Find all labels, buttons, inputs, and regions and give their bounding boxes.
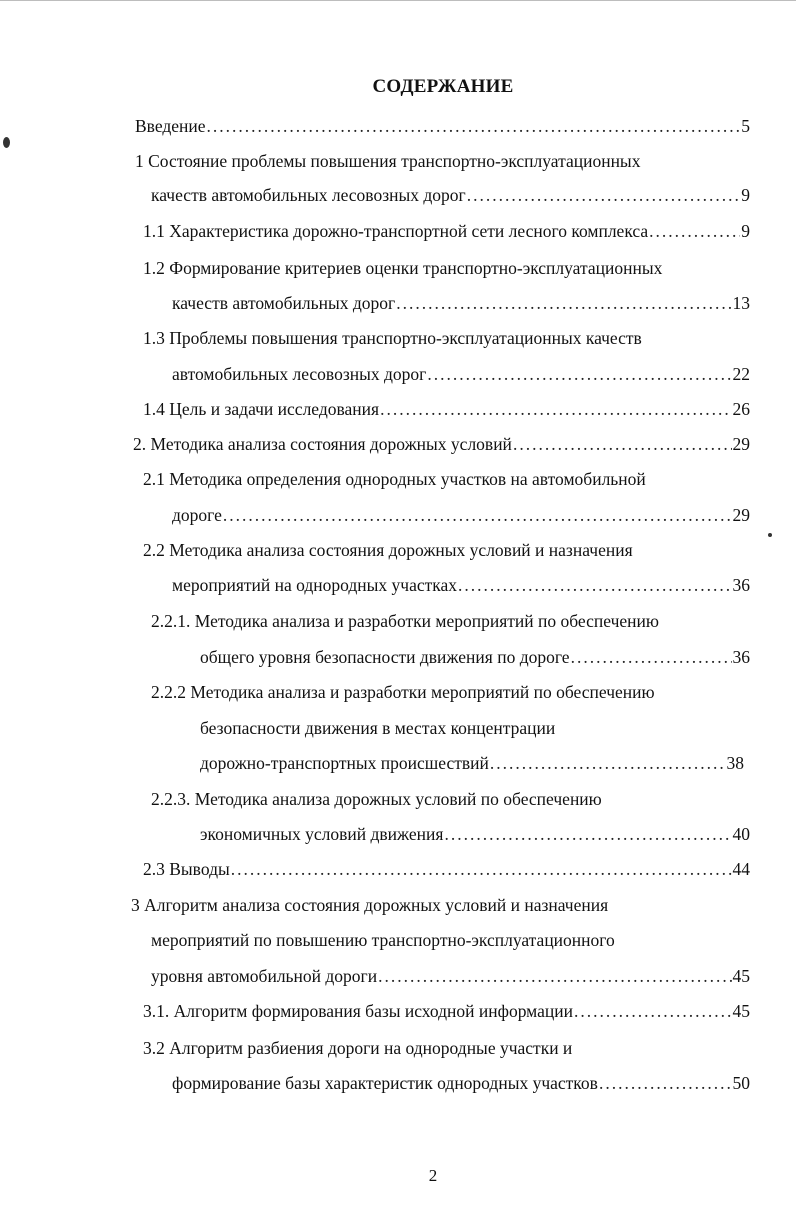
toc-leader-dots bbox=[223, 503, 732, 527]
toc-entry-title: 2.3 Выводы bbox=[143, 859, 230, 879]
toc-page-number: 26 bbox=[732, 399, 750, 419]
toc-entry-title: 1 Состояние проблемы повышения транспортно-эксплуатационных bbox=[135, 151, 641, 171]
toc-entry-s1-3[interactable] bbox=[143, 326, 642, 350]
toc-entry-title: экономичных условий движения bbox=[200, 824, 444, 844]
toc-entry-s2-1[interactable] bbox=[143, 467, 646, 491]
toc-leader-dots bbox=[396, 291, 731, 315]
toc-entry-s3-cont2[interactable] bbox=[151, 964, 750, 988]
toc-entry-s1-2[interactable] bbox=[143, 256, 662, 280]
page-number: 2 bbox=[428, 1166, 438, 1185]
toc-leader-dots bbox=[513, 432, 732, 456]
toc-page-number: 29 bbox=[732, 434, 750, 454]
toc-entry-title: автомобильных лесовозных дорог bbox=[172, 364, 427, 384]
toc-leader-dots bbox=[599, 1071, 732, 1095]
toc-entry-title: 2.2.1. Методика анализа и разработки мероприятий по обеспечению bbox=[151, 611, 659, 631]
toc-entry-s2-2[interactable] bbox=[143, 538, 633, 562]
toc-page-number: 29 bbox=[732, 505, 750, 525]
toc-page-number: 40 bbox=[732, 824, 750, 844]
toc-entry-s2-2-2-cont[interactable] bbox=[200, 716, 555, 740]
toc-entry-s1-2-cont[interactable] bbox=[172, 291, 750, 315]
toc-leader-dots bbox=[378, 964, 731, 988]
toc-entry-s2-2-3[interactable] bbox=[151, 787, 602, 811]
toc-page-number: 22 bbox=[732, 364, 750, 384]
toc-entry-title: 1.3 Проблемы повышения транспортно-эксплуатационных качеств bbox=[143, 328, 642, 348]
toc-entry-title: уровня автомобильной дороги bbox=[151, 966, 378, 986]
toc-entry-s2-2-2[interactable] bbox=[151, 680, 655, 704]
toc-entry-title: 3.1. Алгоритм формирования базы исходной информации bbox=[143, 1001, 573, 1021]
toc-entry-s2-2-cont[interactable] bbox=[172, 573, 750, 597]
toc-entry-s2-2-1-cont[interactable] bbox=[200, 645, 750, 669]
toc-entry-s3-1[interactable] bbox=[143, 999, 750, 1023]
toc-entry-intro[interactable] bbox=[135, 114, 750, 138]
toc-page-number: 13 bbox=[732, 293, 750, 313]
toc-page-number: 5 bbox=[741, 116, 750, 136]
toc-entry-s2[interactable] bbox=[133, 432, 750, 456]
toc-page-number: 9 bbox=[741, 221, 750, 241]
toc-entry-title: 2. Методика анализа состояния дорожных условий bbox=[133, 434, 512, 454]
toc-entry-title: Введение bbox=[135, 116, 206, 136]
toc-leader-dots bbox=[571, 645, 732, 669]
toc-entry-title: мероприятий по повышению транспортно-эксплуатационного bbox=[151, 930, 615, 950]
toc-leader-dots bbox=[444, 822, 731, 846]
toc-leader-dots bbox=[458, 573, 731, 597]
toc-page-number: 45 bbox=[732, 966, 750, 986]
toc-entry-title: мероприятий на однородных участках bbox=[172, 575, 458, 595]
toc-entry-title: дороге bbox=[172, 505, 222, 525]
toc-leader-dots bbox=[231, 857, 732, 881]
toc-leader-dots bbox=[649, 219, 740, 243]
toc-page-number: 9 bbox=[741, 185, 750, 205]
toc-entry-s3[interactable] bbox=[131, 893, 608, 917]
toc-entry-title: 2.1 Методика определения однородных участков на автомобильной bbox=[143, 469, 646, 489]
toc-entry-title: 2.2 Методика анализа состояния дорожных условий и назначения bbox=[143, 540, 633, 560]
toc-entry-s1-cont[interactable] bbox=[151, 183, 750, 207]
toc-entry-title: 1.1 Характеристика дорожно-транспортной сети лесного комплекса bbox=[143, 221, 649, 241]
toc-entry-title: формирование базы характеристик однородных участков bbox=[172, 1073, 598, 1093]
toc-entry-title: 1.2 Формирование критериев оценки транспортно-эксплуатационных bbox=[143, 258, 663, 278]
toc-entry-title: безопасности движения в местах концентрации bbox=[200, 718, 556, 738]
toc-entry-s1-3-cont[interactable] bbox=[172, 362, 750, 386]
toc-entry-s2-2-2-cont2[interactable] bbox=[200, 751, 744, 775]
toc-leader-dots bbox=[207, 114, 741, 138]
toc-entry-s3-cont[interactable] bbox=[151, 928, 615, 952]
toc-entry-title: 2.2.3. Методика анализа дорожных условий по обеспечению bbox=[151, 789, 602, 809]
toc-page-number: 45 bbox=[732, 1001, 750, 1021]
toc-entry-s3-2-cont[interactable] bbox=[172, 1071, 750, 1095]
toc-entry-s1-4[interactable] bbox=[143, 397, 750, 421]
toc-entry-title: 1.4 Цель и задачи исследования bbox=[143, 399, 380, 419]
toc-entry-title: качеств автомобильных лесовозных дорог bbox=[151, 185, 466, 205]
toc-leader-dots bbox=[574, 999, 732, 1023]
toc-entry-s1[interactable] bbox=[135, 149, 640, 173]
toc-page-number: 44 bbox=[732, 859, 750, 879]
toc-entry-title: 2.2.2 Методика анализа и разработки мероприятий по обеспечению bbox=[151, 682, 655, 702]
toc-entry-s2-2-3-cont[interactable] bbox=[200, 822, 750, 846]
toc-leader-dots bbox=[427, 362, 731, 386]
toc-entry-s1-1[interactable] bbox=[143, 219, 750, 243]
toc-leader-dots bbox=[380, 397, 731, 421]
toc-entry-title: дорожно-транспортных происшествий bbox=[200, 753, 489, 773]
toc-entry-s3-2[interactable] bbox=[143, 1036, 572, 1060]
toc-leader-dots bbox=[467, 183, 741, 207]
toc-entry-title: качеств автомобильных дорог bbox=[172, 293, 396, 313]
toc-page-number: 36 bbox=[732, 575, 750, 595]
toc-entry-title: 3 Алгоритм анализа состояния дорожных условий и назначения bbox=[131, 895, 609, 915]
toc-entry-s2-1-cont[interactable] bbox=[172, 503, 750, 527]
toc-leader-dots bbox=[490, 751, 726, 775]
page-title: СОДЕРЖАНИЕ bbox=[372, 76, 514, 97]
toc-entry-title: 3.2 Алгоритм разбиения дороги на однородные участки и bbox=[143, 1038, 573, 1058]
toc-page-number: 38 bbox=[726, 753, 744, 773]
toc-entry-title: общего уровня безопасности движения по дороге bbox=[200, 647, 570, 667]
toc-entry-s2-2-1[interactable] bbox=[151, 609, 659, 633]
toc-page-number: 36 bbox=[732, 647, 750, 667]
toc-entry-s2-3[interactable] bbox=[143, 857, 750, 881]
toc-page-number: 50 bbox=[732, 1073, 750, 1093]
